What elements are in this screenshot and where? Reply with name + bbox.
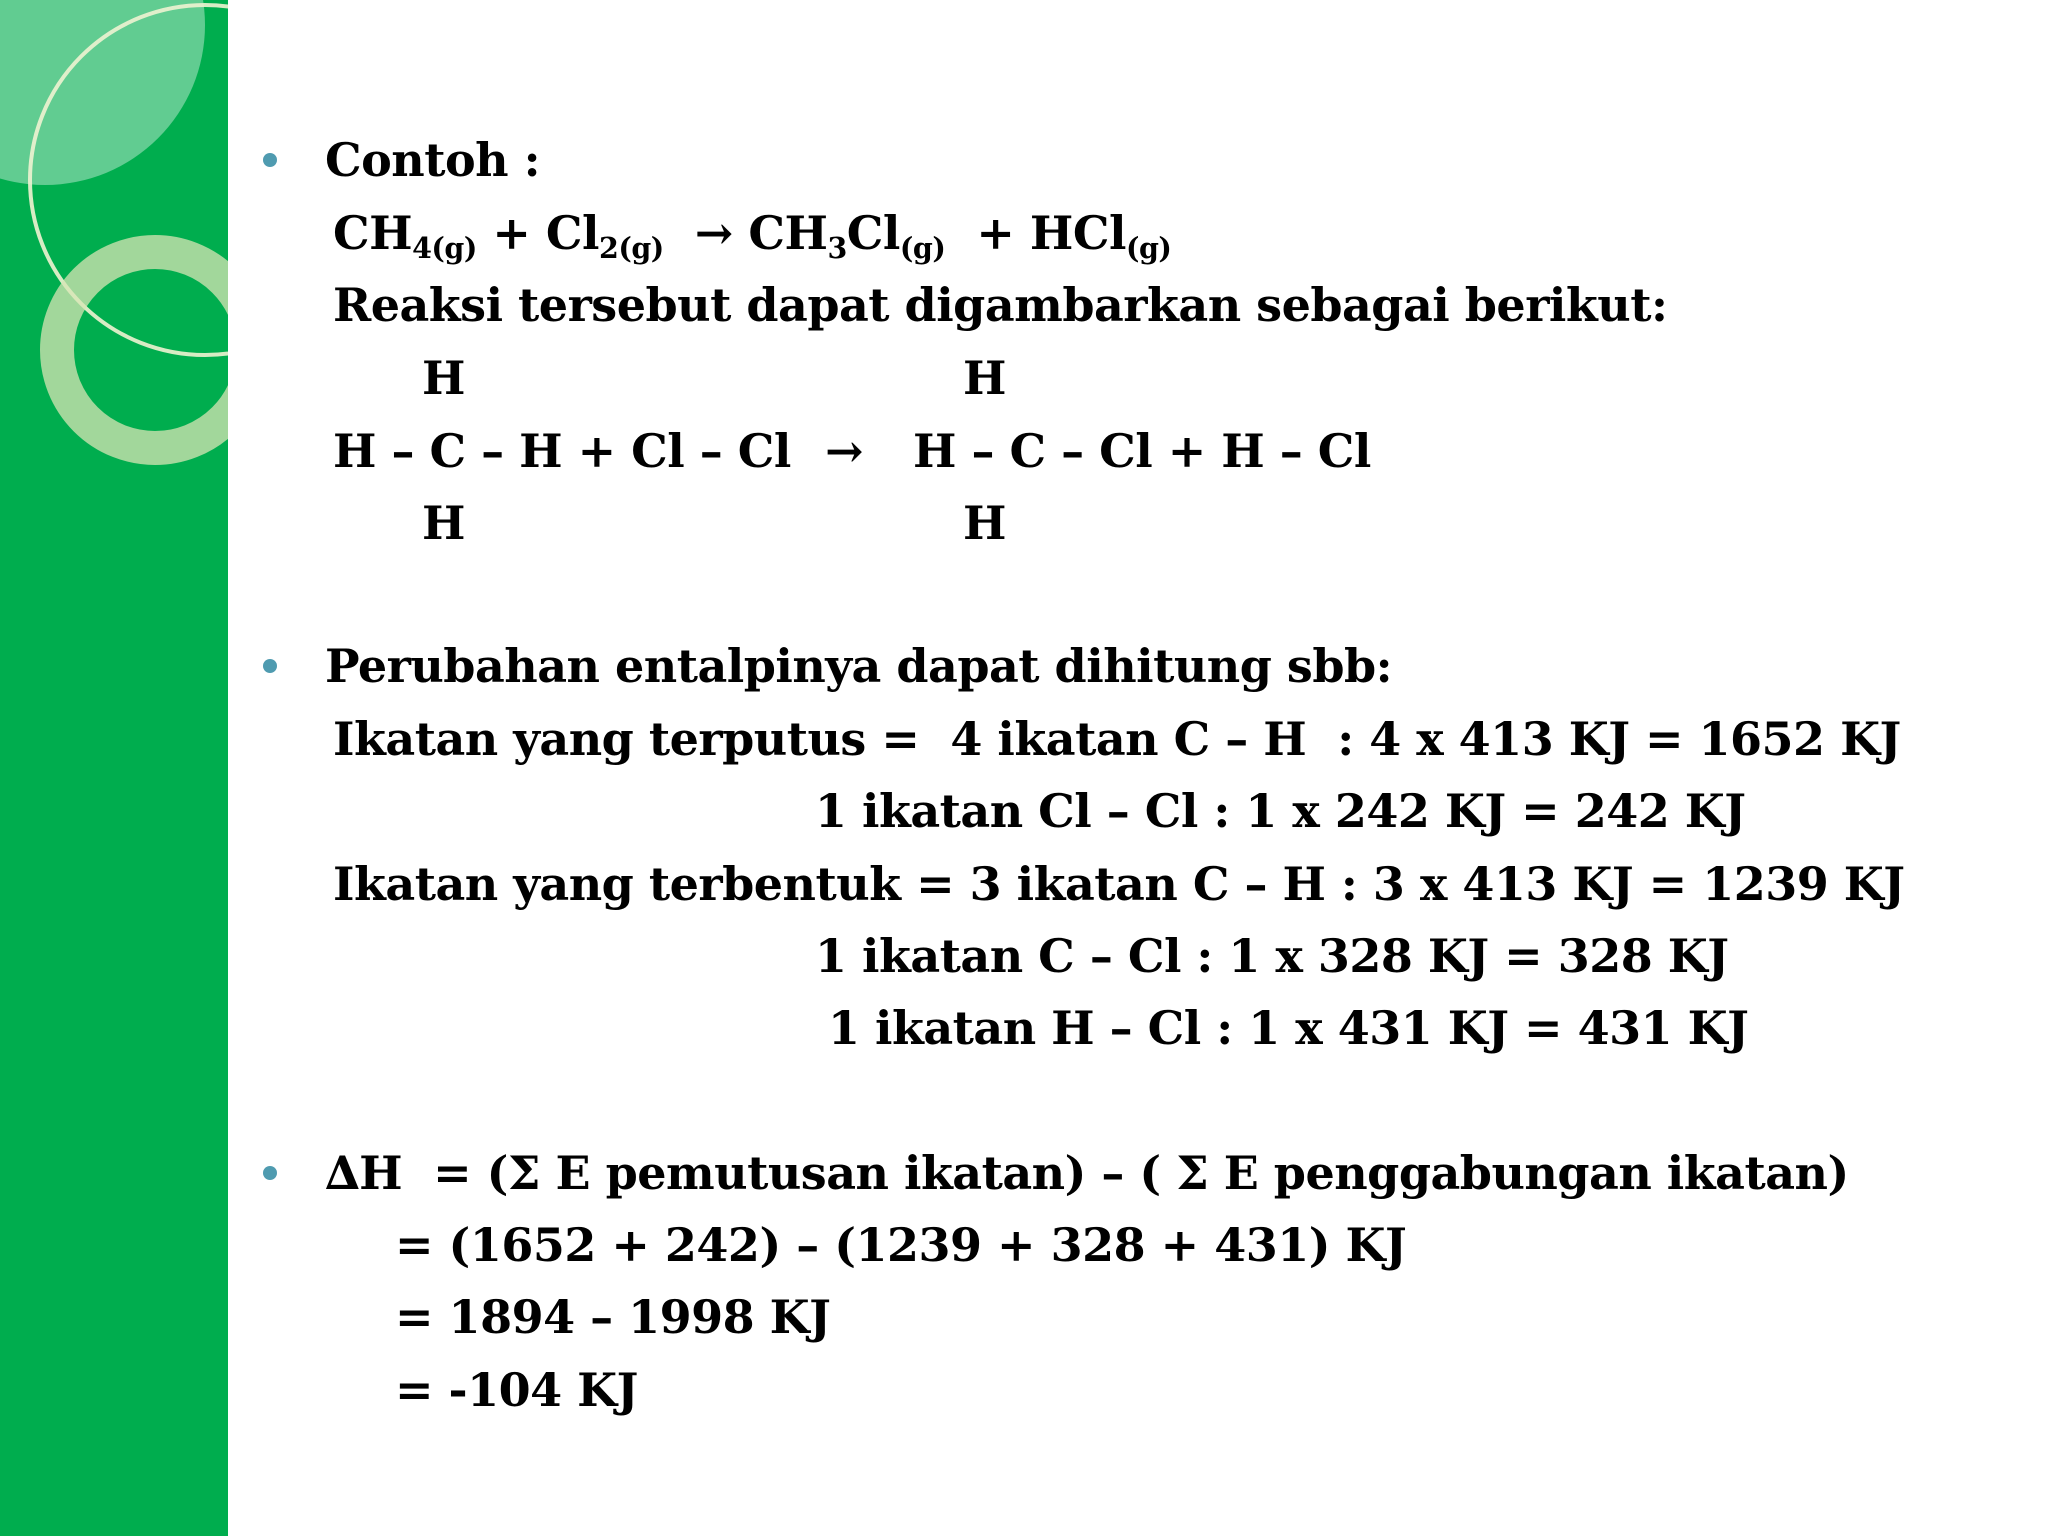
bullet-icon (263, 659, 277, 673)
eq-sub-g2: (g) (1125, 231, 1172, 266)
eq-ch: CH (333, 206, 413, 260)
bonds-formed-line-2: 1 ikatan C – Cl : 1 x 328 KJ = 328 KJ (815, 929, 1729, 983)
eq-sub-4g: 4(g) (412, 231, 477, 266)
calculation-step-1: = (1652 + 242) – (1239 + 328 + 431) KJ (395, 1218, 1407, 1272)
reaction-description: Reaksi tersebut dapat digambarkan sebagai berikut: (333, 278, 1668, 332)
calculation-result: = -104 KJ (395, 1363, 638, 1417)
structure-left-top-h: H (422, 351, 465, 405)
eq-hcl: + HCl (945, 206, 1126, 260)
structure-right-top-h: H (963, 351, 1006, 405)
bonds-broken-line-1: Ikatan yang terputus = 4 ikatan C – H : 4 x 413 KJ = 1652 KJ (333, 712, 1901, 766)
section2-heading: Perubahan entalpinya dapat dihitung sbb: (325, 639, 1393, 693)
section1-heading: Contoh : (325, 133, 541, 187)
bonds-formed-line-3: 1 ikatan H – Cl : 1 x 431 KJ = 431 KJ (828, 1001, 1749, 1055)
structure-arrow: → (825, 424, 864, 478)
eq-sub-g1: (g) (899, 231, 946, 266)
structure-right-bottom-h: H (963, 496, 1006, 550)
eq-sub-3: 3 (827, 231, 847, 266)
structure-left-formula: H – C – H + Cl – Cl (333, 424, 791, 478)
eq-arrow-ch: → CH (663, 206, 828, 260)
eq-sub-2g: 2(g) (599, 231, 664, 266)
structure-left-bottom-h: H (422, 496, 465, 550)
calculation-step-2: = 1894 – 1998 KJ (395, 1290, 831, 1344)
bonds-broken-line-2: 1 ikatan Cl – Cl : 1 x 242 KJ = 242 KJ (815, 784, 1746, 838)
reaction-equation (333, 206, 1172, 266)
eq-cl: + Cl (476, 206, 600, 260)
delta-h-formula: ∆H = (Σ E pemutusan ikatan) – ( Σ E penggabungan ikatan) (325, 1146, 1849, 1200)
bonds-formed-line-1: Ikatan yang terbentuk = 3 ikatan C – H : 3 x 413 KJ = 1239 KJ (333, 857, 1905, 911)
eq-cl-product: Cl (846, 206, 900, 260)
structure-right-formula: H – C – Cl + H – Cl (913, 424, 1371, 478)
bullet-icon (263, 153, 277, 167)
bullet-icon (263, 1166, 277, 1180)
